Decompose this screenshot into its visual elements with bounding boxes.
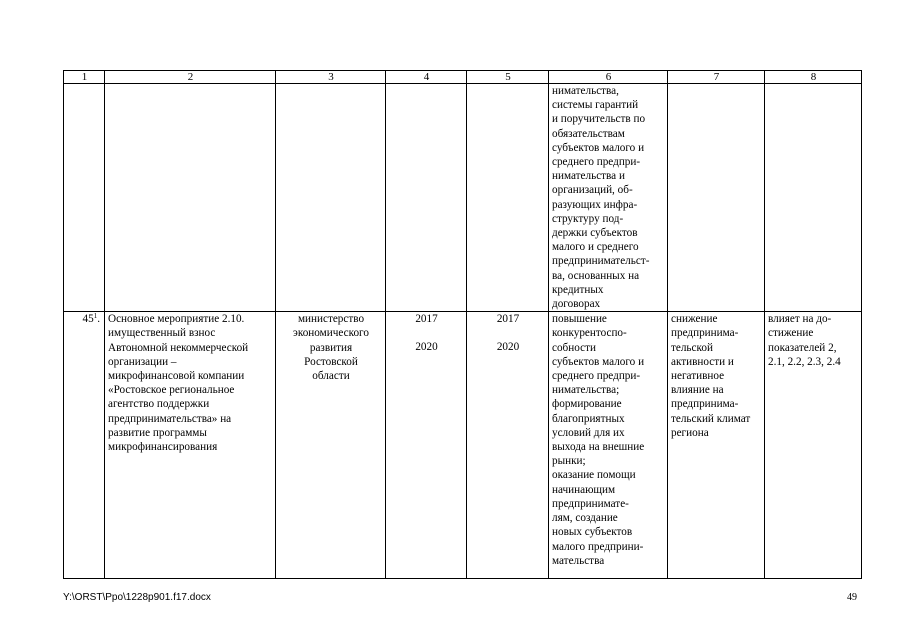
text-line: обязательствам <box>552 127 625 140</box>
text-line: малого предприни- <box>552 540 644 553</box>
text-line: системы гарантий <box>552 99 639 112</box>
text-line: имущественный взнос <box>108 327 216 340</box>
text-line: формирование <box>552 398 622 411</box>
cont-cell-5 <box>467 84 549 312</box>
text-line: новых субъектов <box>552 526 633 539</box>
text-line: мательства <box>552 554 605 567</box>
text-line: влияет на до- <box>768 313 832 326</box>
text-line: малого и среднего <box>552 241 639 254</box>
text-line: конкурентоспо- <box>552 327 627 340</box>
start-year-cell <box>386 312 467 579</box>
expected-result-cell <box>549 312 668 579</box>
header-col-7: 7 <box>668 71 765 84</box>
text-line: повышение <box>552 313 607 326</box>
text-line: нимательства и <box>552 170 625 183</box>
col4-year-start: 2017 <box>415 313 438 326</box>
text-line: благоприятных <box>552 412 625 425</box>
consequences-text <box>671 312 762 440</box>
header-col-2: 2 <box>105 71 276 84</box>
end-year-cell <box>467 312 549 579</box>
text-line: ва, основанных на <box>552 269 640 282</box>
cont-cell-7 <box>668 84 765 312</box>
text-line: субъектов малого и <box>552 355 645 368</box>
row-number-suffix: . <box>97 313 100 326</box>
header-col-3: 3 <box>276 71 386 84</box>
text-line: условий для их <box>552 426 625 439</box>
text-line: региона <box>671 426 709 439</box>
footer-file-path: Y:\ORST\Ppo\1228p901.f17.docx <box>63 592 211 603</box>
text-line: тельский климат <box>671 412 751 425</box>
cont-cell-4 <box>386 84 467 312</box>
row-number-cell <box>64 312 105 579</box>
text-line: негативное <box>671 370 725 383</box>
text-line: стижение <box>768 327 814 340</box>
header-col-6: 6 <box>549 71 668 84</box>
row-number-sup: 1 <box>93 312 98 321</box>
indicators-link-cell <box>765 312 862 579</box>
row-number: 45 <box>82 313 94 326</box>
table-row-45-1 <box>64 312 862 579</box>
text-line: области <box>312 370 350 383</box>
text-line: начинающим <box>552 483 616 496</box>
text-line: предпринимательст- <box>552 255 650 268</box>
cont-cell-1 <box>64 84 105 312</box>
text-line: держки субъектов <box>552 227 638 240</box>
text-line: среднего предпри- <box>552 370 641 383</box>
header-col-5: 5 <box>467 71 549 84</box>
text-line: показателей 2, <box>768 341 837 354</box>
text-line: активности и <box>671 355 734 368</box>
indicators-link-text <box>768 312 859 369</box>
text-line: 2.1, 2.2, 2.3, 2.4 <box>768 355 841 368</box>
text-line: «Ростовское региональное <box>108 384 235 397</box>
table-row-continuation <box>64 84 862 312</box>
col5-year-end: 2020 <box>496 341 520 354</box>
consequences-cell <box>668 312 765 579</box>
text-line: предпринимате- <box>552 497 629 510</box>
text-line: рынки; <box>552 455 586 468</box>
text-line: микрофинансовой компании <box>108 370 245 383</box>
header-col-8: 8 <box>765 71 862 84</box>
text-line: влияние на <box>671 384 724 397</box>
text-line: кредитных <box>552 283 604 296</box>
cont-cell-3 <box>276 84 386 312</box>
text-line: субъектов малого и <box>552 141 645 154</box>
text-line: снижение <box>671 313 718 326</box>
text-line: оказание помощи <box>552 469 636 482</box>
text-line: Автономной некоммерческой <box>108 341 249 354</box>
text-line: предпринима- <box>671 327 739 340</box>
text-line: лям, создание <box>552 512 618 525</box>
page-number: 49 <box>847 592 857 603</box>
executor-text <box>279 312 383 383</box>
text-line: организации – <box>108 355 177 368</box>
measure-name-text <box>108 312 273 454</box>
text-line: развития <box>309 341 353 354</box>
cont-cell-2 <box>105 84 276 312</box>
cont-cell-6 <box>549 84 668 312</box>
text-line: собности <box>552 341 596 354</box>
text-line: развитие программы <box>108 426 207 439</box>
cont-cell-8 <box>765 84 862 312</box>
text-line: Ростовской <box>304 355 358 368</box>
col4-year-end: 2020 <box>415 341 438 354</box>
header-row <box>64 71 862 84</box>
text-line: микрофинансирования <box>108 441 218 454</box>
header-col-1: 1 <box>64 71 105 84</box>
text-line: нимательства, <box>552 85 619 97</box>
executor-cell <box>276 312 386 579</box>
text-line: среднего предпри- <box>552 156 641 169</box>
col5-year-start: 2017 <box>496 313 520 326</box>
cont-col6-text <box>552 84 665 311</box>
text-line: тельской <box>671 341 713 354</box>
text-line: выхода на внешние <box>552 441 645 454</box>
text-line: организаций, об- <box>552 184 633 197</box>
expected-result-text <box>552 312 665 568</box>
text-line: предпринима- <box>671 398 739 411</box>
measures-table <box>63 70 862 579</box>
text-line: договорах <box>552 298 601 311</box>
text-line: министерство <box>297 313 365 326</box>
text-line: Основное мероприятие 2.10. <box>108 313 245 326</box>
text-line: экономического <box>293 327 369 340</box>
text-line: агентство поддержки <box>108 398 210 411</box>
text-line: нимательства; <box>552 384 620 397</box>
header-col-4: 4 <box>386 71 467 84</box>
text-line: предпринимательства» на <box>108 412 232 425</box>
text-line: разующих инфра- <box>552 198 638 211</box>
text-line: структуру под- <box>552 212 624 225</box>
measure-name-cell <box>105 312 276 579</box>
text-line: и поручительств по <box>552 113 646 126</box>
